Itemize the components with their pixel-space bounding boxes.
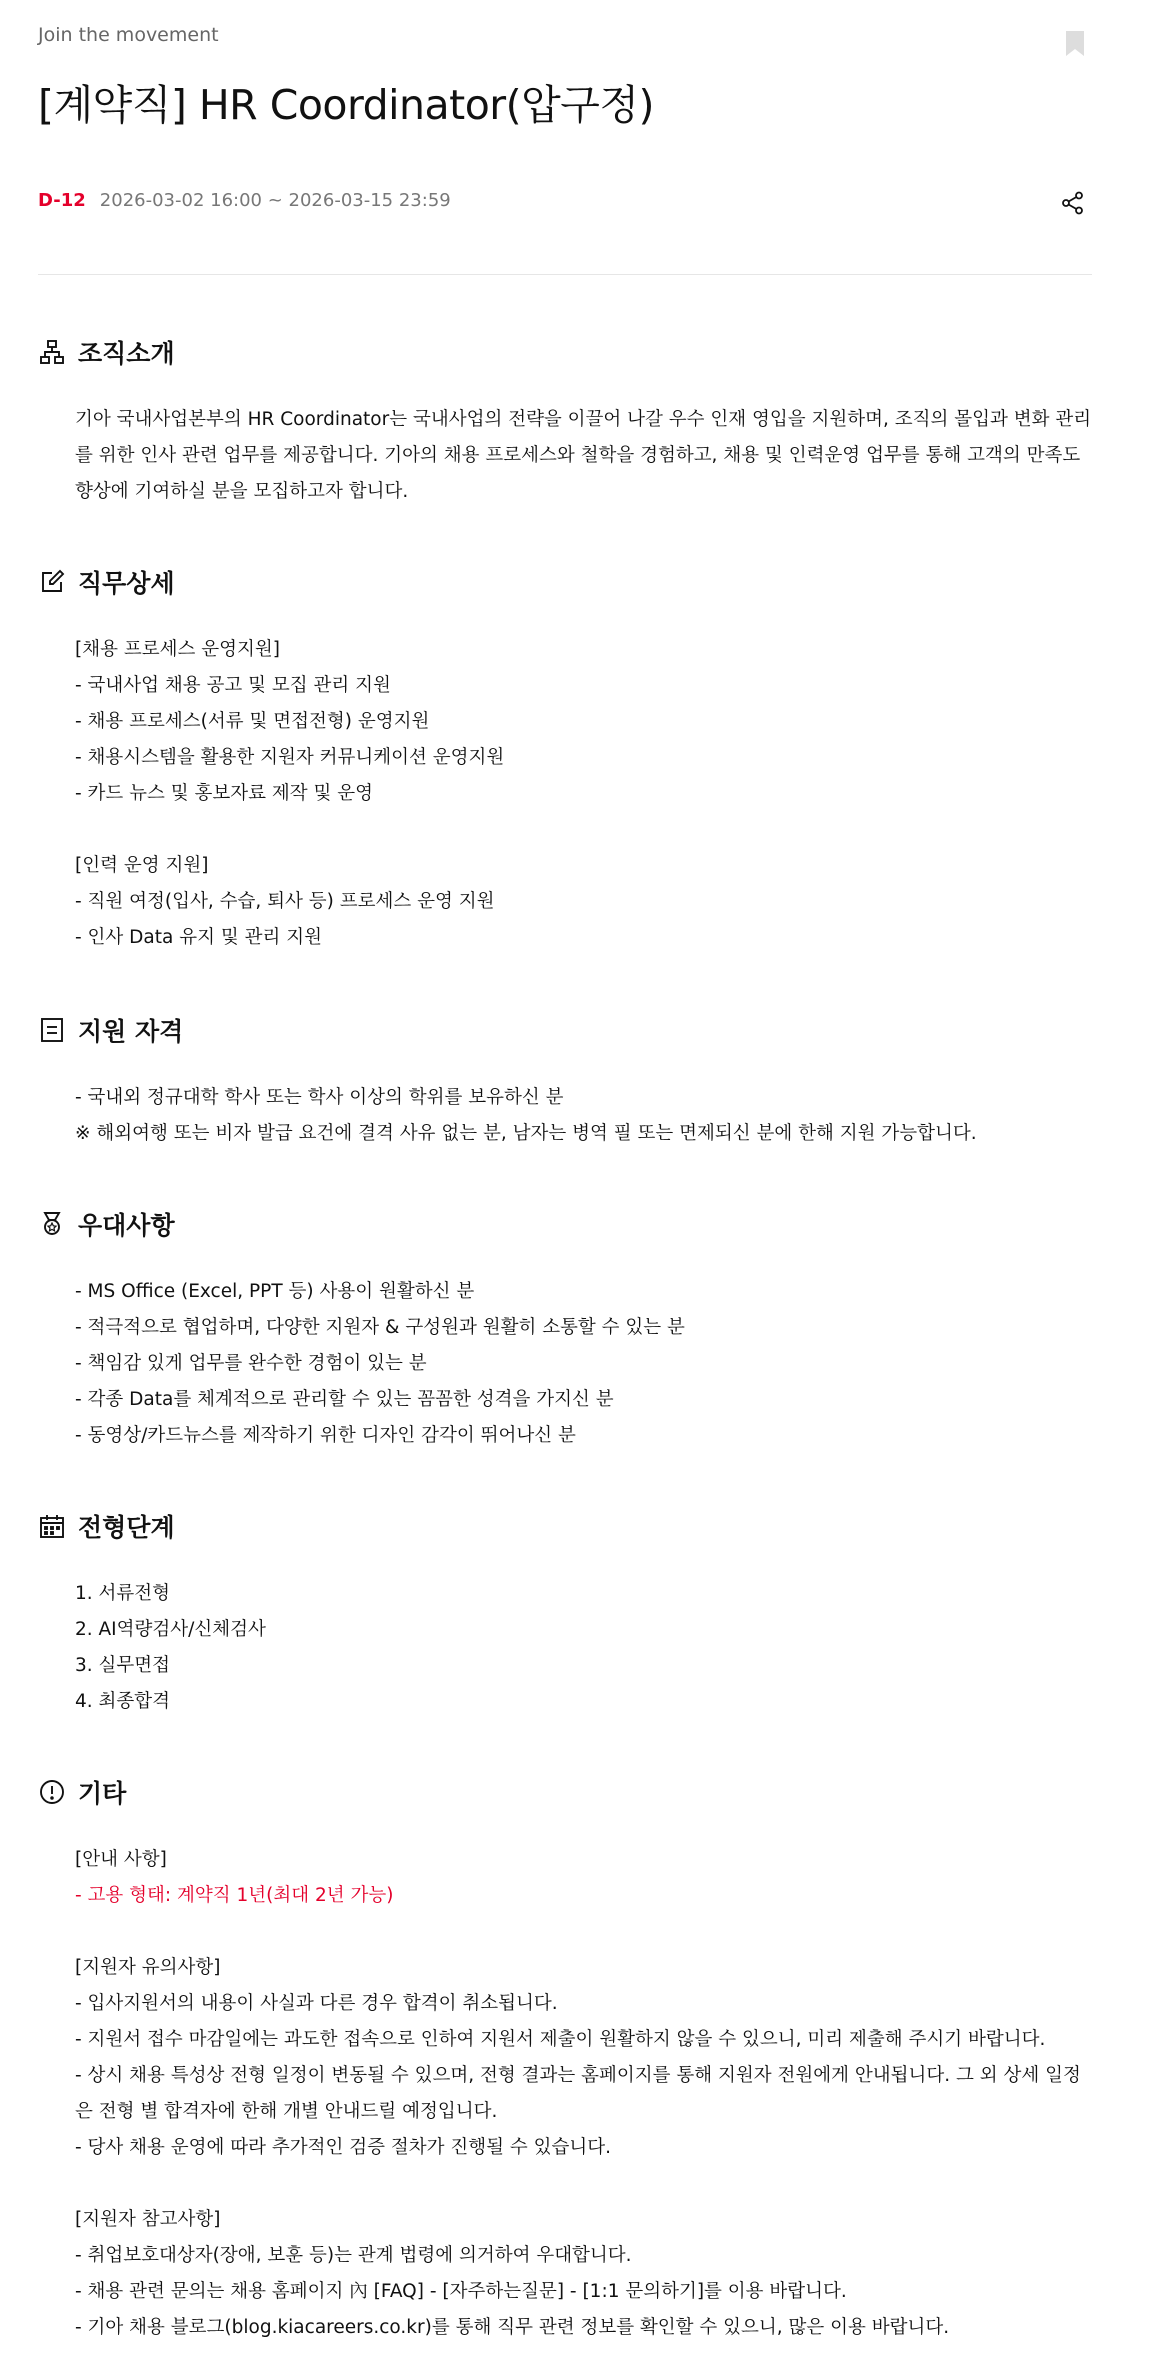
d-day-badge: D-12	[38, 190, 86, 211]
section-line: ※ 해외여행 또는 비자 발급 요건에 결격 사유 없는 분, 남자는 병역 필 또는 면제되신 분에 한해 지원 가능합니다.	[75, 1123, 977, 1144]
spacer	[75, 812, 1092, 848]
section-line: [인력 운영 지원]	[75, 855, 209, 876]
section-title: 조직소개	[78, 339, 175, 368]
section-line: - 기아 채용 블로그(blog.kiacareers.co.kr)를 통해 직무 관련 정보를 확인할 수 있으니, 많은 이용 바랍니다.	[75, 2317, 950, 2338]
section-line: - 적극적으로 협업하며, 다양한 지원자 & 구성원과 원활히 소통할 수 있는 분	[75, 1317, 685, 1338]
section-line: - 채용 관련 문의는 채용 홈페이지 內 [FAQ] - [자주하는질문] - [1:1 문의하기]를 이용 바랍니다.	[75, 2281, 847, 2302]
section-line: [지원자 유의사항]	[75, 1957, 221, 1978]
section-line: - 채용 프로세스(서류 및 면접전형) 운영지원	[75, 711, 430, 732]
section-line: 3. 실무면접	[75, 1655, 171, 1676]
section-line: [지원자 참고사항]	[75, 2209, 221, 2230]
section-job-detail	[38, 562, 1092, 956]
section-line: - MS Office (Excel, PPT 등) 사용이 원활하신 분	[75, 1281, 475, 1302]
section-title: 기타	[78, 1779, 127, 1808]
section-etc	[38, 1772, 1092, 2346]
section-line: - 국내외 정규대학 학사 또는 학사 이상의 학위를 보유하신 분	[75, 1087, 564, 1108]
section-title: 지원 자격	[78, 1017, 184, 1046]
section-title: 전형단계	[78, 1513, 175, 1542]
application-period: 2026-03-02 16:00 ~ 2026-03-15 23:59	[99, 190, 451, 211]
section-line: - 상시 채용 특성상 전형 일정이 변동될 수 있으며, 전형 결과는 홈페이지를 통해 지원자 전원에게 안내됩니다. 그 외 상세 일정은 전형 별 합격자에 한해 개별 안내드릴 예정입니다.	[75, 2065, 1081, 2122]
section-preferred	[38, 1204, 1092, 1454]
divider	[38, 274, 1092, 275]
document-icon	[38, 1016, 66, 1044]
medal-icon	[38, 1210, 66, 1238]
edit-icon	[38, 568, 66, 596]
employment-type-notice: - 고용 형태: 계약직 1년(최대 2년 가능)	[75, 1885, 394, 1906]
section-line: 4. 최종합격	[75, 1691, 171, 1712]
bookmark-icon[interactable]	[1064, 30, 1086, 58]
info-icon	[38, 1778, 66, 1806]
kicker-text: Join the movement	[38, 24, 219, 46]
section-line: - 각종 Data를 체계적으로 관리할 수 있는 꼼꼼한 성격을 가지신 분	[75, 1389, 614, 1410]
spacer	[75, 2166, 1092, 2202]
section-line: - 카드 뉴스 및 홍보자료 제작 및 운영	[75, 783, 374, 804]
section-line: 2. AI역량검사/신체검사	[75, 1619, 266, 1640]
calendar-icon	[38, 1512, 66, 1540]
page-title: [계약직] HR Coordinator(압구정)	[38, 81, 654, 129]
section-qualifications	[38, 1010, 1092, 1152]
section-line: - 인사 Data 유지 및 관리 지원	[75, 927, 322, 948]
section-title: 우대사항	[78, 1211, 175, 1240]
section-title: 직무상세	[78, 569, 175, 598]
section-line: - 당사 채용 운영에 따라 추가적인 검증 절차가 진행될 수 있습니다.	[75, 2137, 612, 2158]
posting-meta	[38, 190, 451, 211]
section-hiring-steps	[38, 1506, 1092, 1720]
section-line: - 직원 여정(입사, 수습, 퇴사 등) 프로세스 운영 지원	[75, 891, 495, 912]
spacer	[75, 1914, 1092, 1950]
section-line: [채용 프로세스 운영지원]	[75, 639, 280, 660]
section-line: - 취업보호대상자(장애, 보훈 등)는 관계 법령에 의거하여 우대합니다.	[75, 2245, 632, 2266]
share-icon[interactable]	[1060, 190, 1086, 216]
section-line: - 입사지원서의 내용이 사실과 다른 경우 합격이 취소됩니다.	[75, 1993, 558, 2014]
section-line: - 지원서 접수 마감일에는 과도한 접속으로 인하여 지원서 제출이 원활하지 않을 수 있으니, 미리 제출해 주시기 바랍니다.	[75, 2029, 1046, 2050]
section-line: - 국내사업 채용 공고 및 모집 관리 지원	[75, 675, 391, 696]
section-line: - 동영상/카드뉴스를 제작하기 위한 디자인 감각이 뛰어나신 분	[75, 1425, 576, 1446]
section-line: [안내 사항]	[75, 1849, 167, 1870]
section-line: - 채용시스템을 활용한 지원자 커뮤니케이션 운영지원	[75, 747, 505, 768]
org-chart-icon	[38, 338, 66, 366]
section-organization	[38, 332, 1092, 510]
section-line: 기아 국내사업본부의 HR Coordinator는 국내사업의 전략을 이끌어 나갈 우수 인재 영입을 지원하며, 조직의 몰입과 변화 관리를 위한 인사 관련 업무를 제공합니다. 기아의 채용 프로세스와 철학을 경험하고, 채용 및 인력운영 업무를 통해 고객의 만족도 향상에 기여하실 분을 모집하고자 합니다.	[75, 409, 1092, 502]
section-line: 1. 서류전형	[75, 1583, 171, 1604]
section-line: - 책임감 있게 업무를 완수한 경험이 있는 분	[75, 1353, 427, 1374]
